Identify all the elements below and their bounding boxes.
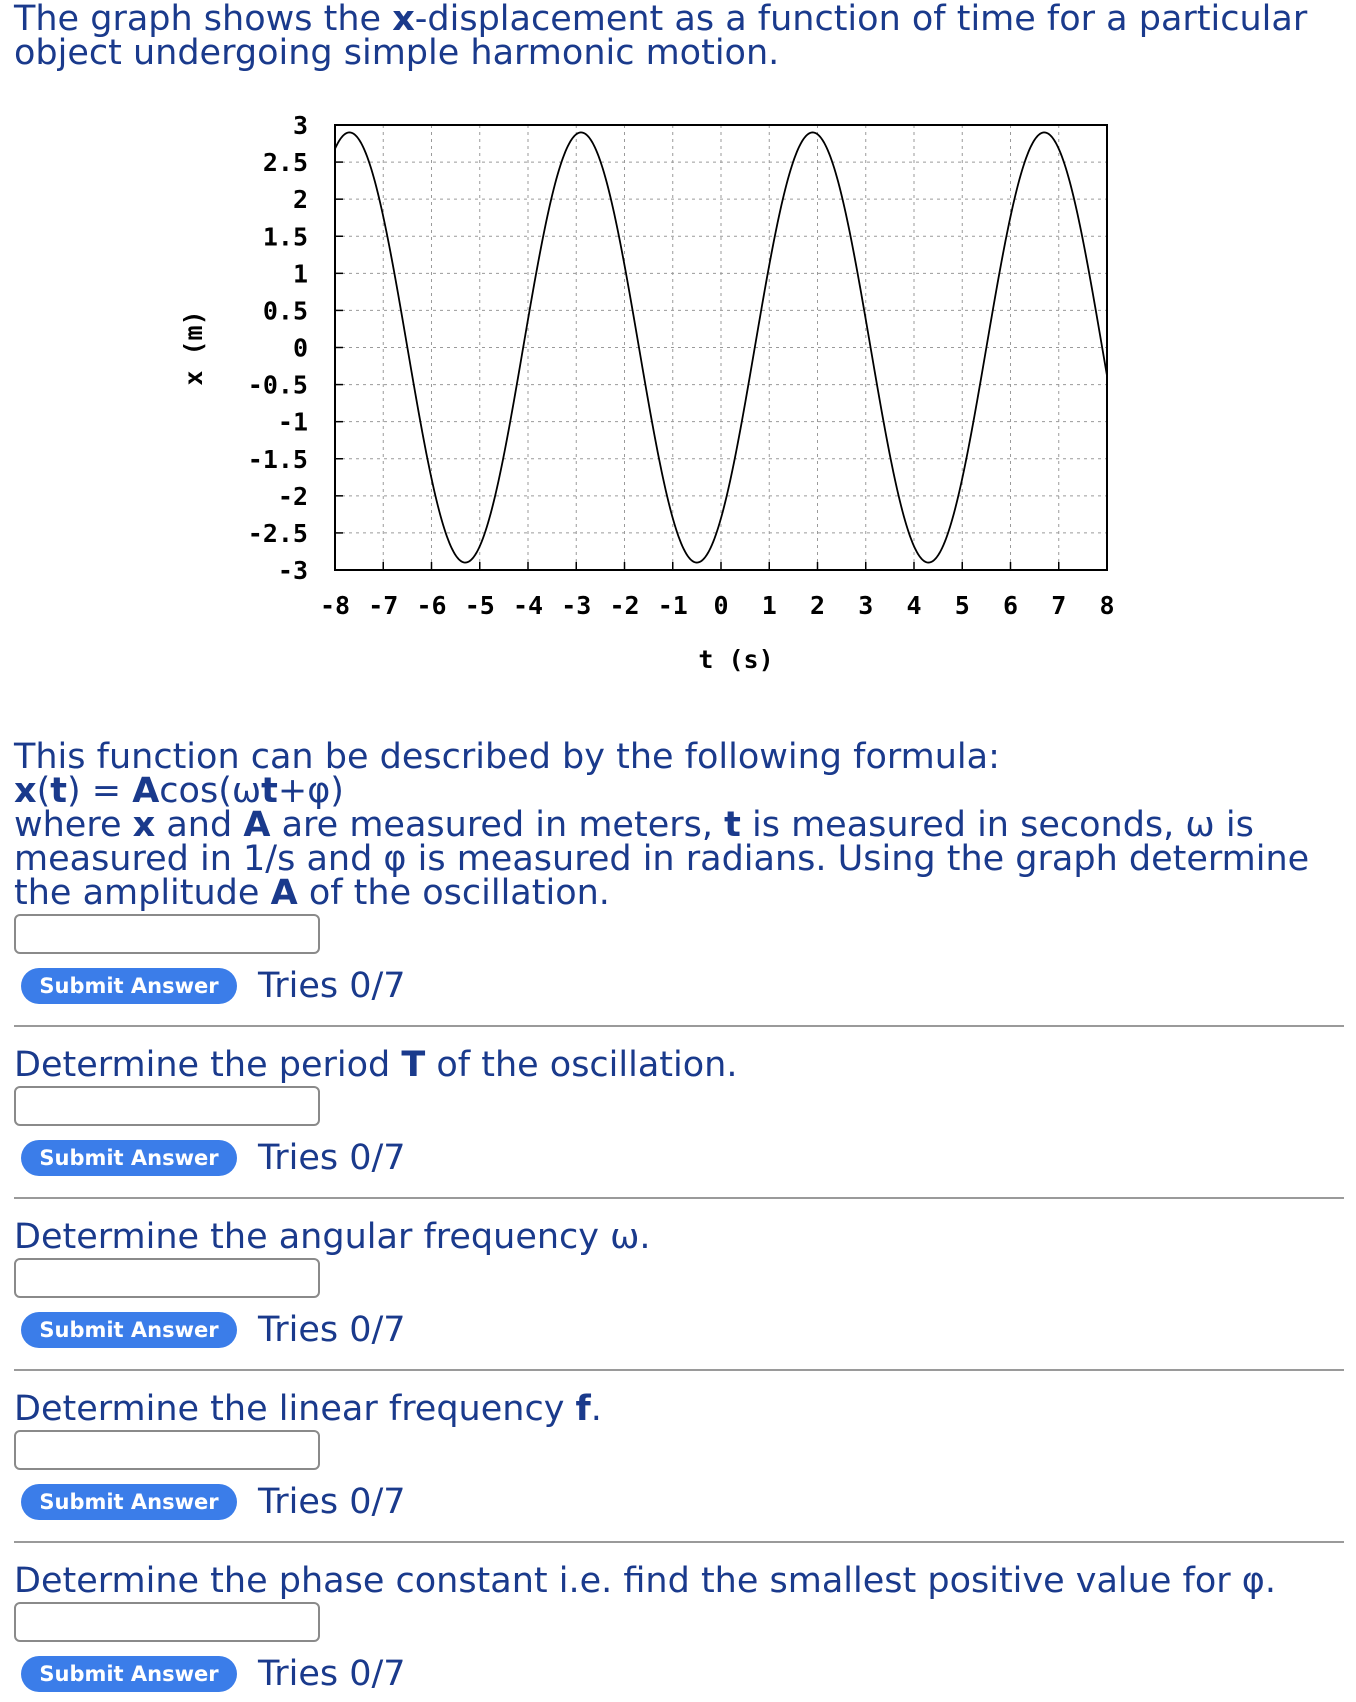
period-submit-row [21,1138,1344,1178]
y-tick-label: 1 [292,259,308,289]
y-tick-label: 2 [292,185,308,215]
formula-block [14,737,1334,913]
amplitude-submit-row [21,966,1344,1006]
y-tick-label: 1.5 [262,222,308,252]
period-question-block [14,1045,1344,1178]
question-text [14,1561,1344,1601]
question-after: . [590,1389,602,1429]
formula-description [14,805,1334,913]
question-text [14,1217,1344,1257]
formula-intro: This function can be described by the following formula: [14,737,1000,777]
y-tick-label: -2.5 [247,518,308,548]
x-tick-label: -2 [609,591,640,620]
question-before: Determine the angular frequency ω. [14,1217,651,1257]
y-tick-label: -1.5 [247,444,308,474]
divider [14,1541,1344,1543]
x-tick-label: 4 [906,591,922,620]
formula-t: t [50,771,67,811]
question-bold: f [575,1389,591,1429]
tries-counter: Tries 0/7 [258,1482,406,1522]
x-tick-label: 3 [858,591,874,620]
intro-after: -displacement as a function of time for a particular object undergoing simple harmonic motion. [14,0,1308,73]
divider [14,1369,1344,1371]
amplitude-answer-block [14,910,1344,1006]
angular-frequency-question-block [14,1217,1344,1350]
x-tick-label: 5 [954,591,970,620]
y-tick-label: -1 [277,407,308,437]
x-tick-label: -5 [464,591,495,620]
y-tick-label: -3 [277,556,308,585]
desc-A: A [243,805,271,845]
desc-t: t [724,805,741,845]
x-tick-label: -1 [657,591,688,620]
x-tick-label: 2 [809,591,826,620]
y-axis-label: x (m) [179,310,208,386]
y-tick-labels [248,111,343,585]
phase-input[interactable] [14,1602,320,1642]
desc-A3: A [270,873,298,913]
x-axis-label: t (s) [698,645,774,674]
question-after: of the oscillation. [425,1045,738,1085]
desc-units2: is measured in seconds, ω is measured in 1/s and φ is measured in radians. Using the graph determine the amplitude [14,805,1310,913]
x-tick-label: 1 [761,591,777,620]
period-input[interactable] [14,1086,320,1126]
angular-frequency-submit-row [21,1310,1344,1350]
submit-answer-button[interactable]: Submit Answer [21,1656,237,1692]
y-tick-label: 3 [292,111,308,140]
linear-frequency-input[interactable] [14,1430,320,1470]
phase-question-block [14,1561,1344,1694]
question-bold: T [401,1045,426,1085]
question-before: Determine the period [14,1045,402,1085]
formula-phi: +φ) [277,771,344,811]
x-tick-label: -6 [416,591,447,620]
formula-eq: = [80,771,133,811]
formula-t2: t [261,771,278,811]
divider [14,1025,1344,1027]
x-tick-label: -8 [319,591,351,620]
desc-where: where [14,805,122,845]
submit-answer-button[interactable]: Submit Answer [21,1312,237,1348]
formula-cos: cos(ω [159,771,262,811]
x-tick-label: 6 [1002,591,1019,620]
divider [14,1197,1344,1199]
x-tick-label: 0 [713,591,729,620]
formula-A: A [132,771,160,811]
tries-counter: Tries 0/7 [258,1310,406,1350]
y-tick-label: 0.5 [262,296,308,326]
x-tick-label: -7 [368,591,399,620]
angular-frequency-input[interactable] [14,1258,320,1298]
question-text [14,1045,1344,1085]
intro-var-x: x [392,0,415,39]
displacement-chart [0,0,1356,720]
question-before: Determine the linear frequency [14,1389,576,1429]
tries-counter: Tries 0/7 [258,1654,406,1694]
tries-counter: Tries 0/7 [258,1138,406,1178]
desc-end: of the oscillation. [308,873,610,913]
linear-frequency-submit-row [21,1482,1344,1522]
y-tick-label: 0 [292,333,308,363]
submit-answer-button[interactable]: Submit Answer [21,968,237,1004]
desc-units1: are measured in meters, [281,805,713,845]
y-tick-label: 2.5 [262,148,308,178]
y-tick-label: -0.5 [247,370,308,400]
phase-submit-row [21,1654,1344,1694]
desc-and: and [166,805,233,845]
desc-x: x [132,805,156,845]
amplitude-input[interactable] [14,914,320,954]
x-tick-label: -4 [512,591,544,620]
submit-answer-button[interactable]: Submit Answer [21,1484,237,1520]
question-text [14,1389,1344,1429]
x-tick-label: -3 [561,591,592,620]
linear-frequency-question-block [14,1389,1344,1522]
tries-counter: Tries 0/7 [258,966,406,1006]
submit-answer-button[interactable]: Submit Answer [21,1140,237,1176]
x-tick-label: 8 [1099,591,1115,620]
intro-before: The graph shows the [14,0,393,39]
question-before: Determine the phase constant i.e. find the smallest positive value for φ. [14,1561,1276,1601]
y-tick-label: -2 [277,481,308,511]
x-tick-label: 7 [1051,591,1067,620]
formula-line: x(t) = Acos(ωt+φ) [14,771,344,811]
formula-x: x [14,771,37,811]
chart-grid [335,125,1107,570]
